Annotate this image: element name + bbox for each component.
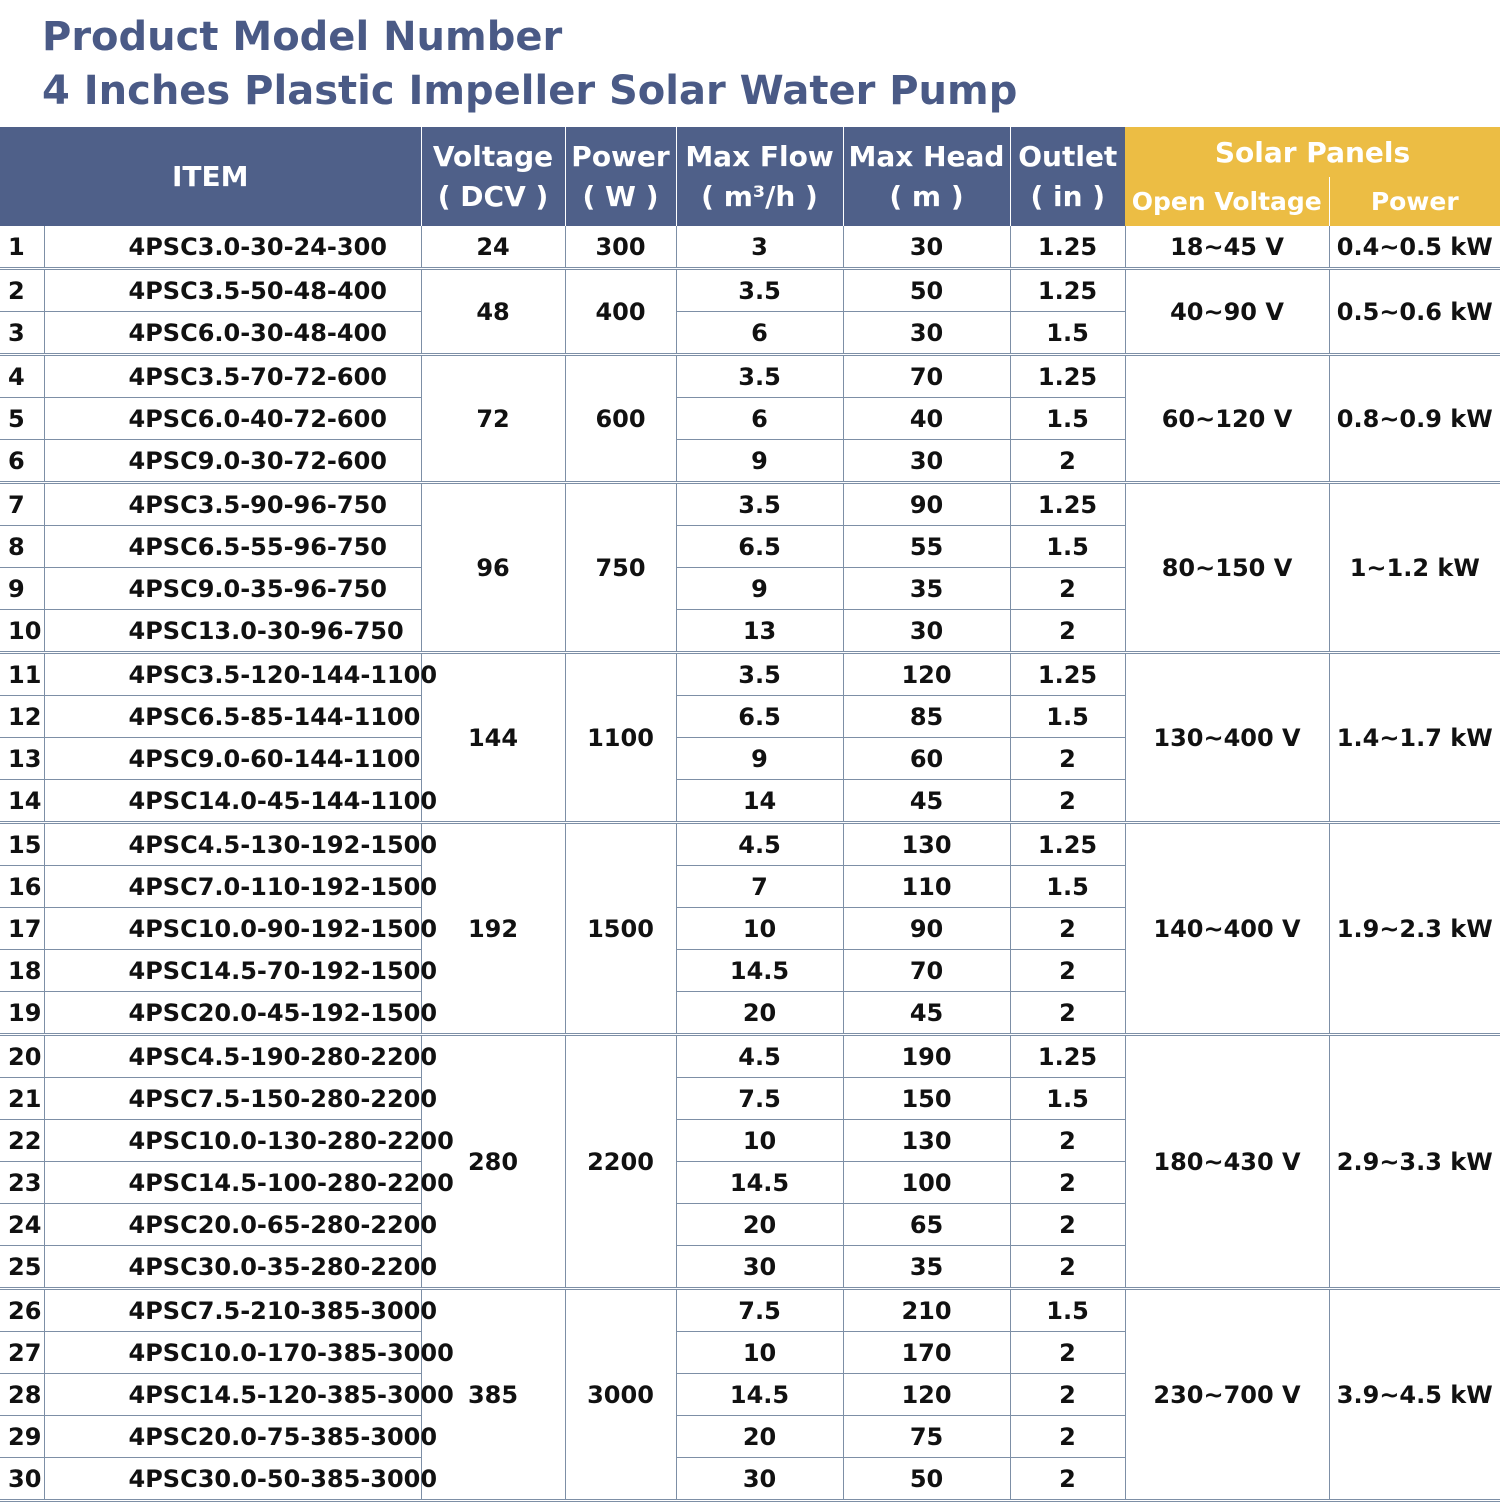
- header-voltage-unit: ( DCV ): [437, 179, 549, 213]
- table-header: [0, 127, 1500, 226]
- max-head-cell: 130: [843, 823, 1010, 866]
- row-number: 29: [0, 1416, 44, 1458]
- max-flow-cell: 7.5: [676, 1078, 843, 1120]
- max-head-cell: 55: [843, 526, 1010, 568]
- open-voltage-cell: 60~120 V: [1125, 355, 1329, 483]
- header-max-flow: [676, 127, 843, 226]
- table-row: [0, 226, 1500, 269]
- outlet-cell: 1.25: [1010, 483, 1125, 526]
- power-cell: 300: [565, 226, 676, 269]
- max-flow-cell: 20: [676, 1204, 843, 1246]
- spec-table: [0, 127, 1500, 1502]
- power-cell: 600: [565, 355, 676, 483]
- header-panel-power: Power: [1329, 177, 1500, 226]
- row-number: 10: [0, 610, 44, 653]
- row-number: 24: [0, 1204, 44, 1246]
- table-row: [0, 355, 1500, 398]
- header-open-voltage: Open Voltage: [1125, 177, 1329, 226]
- open-voltage-cell: 130~400 V: [1125, 653, 1329, 823]
- voltage-cell: 192: [421, 823, 565, 1035]
- row-number: 2: [0, 269, 44, 312]
- max-head-cell: 65: [843, 1204, 1010, 1246]
- outlet-cell: 1.5: [1010, 1289, 1125, 1332]
- outlet-cell: 2: [1010, 1458, 1125, 1501]
- model-number: 4PSC3.0-30-24-300: [44, 226, 421, 269]
- model-number: 4PSC4.5-190-280-2200: [44, 1035, 421, 1078]
- header-outlet: [1010, 127, 1125, 226]
- voltage-cell: 96: [421, 483, 565, 653]
- panel-power-cell: 1~1.2 kW: [1329, 483, 1500, 653]
- max-flow-cell: 7.5: [676, 1289, 843, 1332]
- header-power: [565, 127, 676, 226]
- model-number: 4PSC6.5-85-144-1100: [44, 696, 421, 738]
- row-number: 11: [0, 653, 44, 696]
- outlet-cell: 1.5: [1010, 398, 1125, 440]
- model-number: 4PSC3.5-50-48-400: [44, 269, 421, 312]
- max-head-cell: 85: [843, 696, 1010, 738]
- voltage-cell: 385: [421, 1289, 565, 1501]
- header-outlet-label: Outlet: [1018, 139, 1118, 173]
- panel-power-cell: 0.8~0.9 kW: [1329, 355, 1500, 483]
- power-cell: 400: [565, 269, 676, 355]
- max-head-cell: 210: [843, 1289, 1010, 1332]
- model-number: 4PSC6.0-30-48-400: [44, 312, 421, 355]
- model-number: 4PSC6.5-55-96-750: [44, 526, 421, 568]
- max-head-cell: 90: [843, 908, 1010, 950]
- max-head-cell: 90: [843, 483, 1010, 526]
- model-number: 4PSC14.5-120-385-3000: [44, 1374, 421, 1416]
- outlet-cell: 2: [1010, 1162, 1125, 1204]
- max-head-cell: 70: [843, 950, 1010, 992]
- table-row: [0, 653, 1500, 696]
- max-flow-cell: 14.5: [676, 950, 843, 992]
- power-cell: 1100: [565, 653, 676, 823]
- max-flow-cell: 10: [676, 1332, 843, 1374]
- outlet-cell: 2: [1010, 1246, 1125, 1289]
- row-number: 23: [0, 1162, 44, 1204]
- max-head-cell: 130: [843, 1120, 1010, 1162]
- outlet-cell: 1.25: [1010, 653, 1125, 696]
- row-number: 4: [0, 355, 44, 398]
- max-flow-cell: 30: [676, 1246, 843, 1289]
- row-number: 19: [0, 992, 44, 1035]
- max-flow-cell: 14.5: [676, 1374, 843, 1416]
- max-flow-cell: 7: [676, 866, 843, 908]
- title-block: [42, 10, 1017, 118]
- outlet-cell: 1.5: [1010, 526, 1125, 568]
- page-title: Product Model Number: [42, 14, 563, 60]
- outlet-cell: 2: [1010, 1204, 1125, 1246]
- row-number: 25: [0, 1246, 44, 1289]
- max-head-cell: 50: [843, 1458, 1010, 1501]
- model-number: 4PSC20.0-75-385-3000: [44, 1416, 421, 1458]
- row-number: 15: [0, 823, 44, 866]
- panel-power-cell: 1.9~2.3 kW: [1329, 823, 1500, 1035]
- row-number: 8: [0, 526, 44, 568]
- outlet-cell: 1.5: [1010, 1078, 1125, 1120]
- open-voltage-cell: 140~400 V: [1125, 823, 1329, 1035]
- power-cell: 1500: [565, 823, 676, 1035]
- outlet-cell: 1.25: [1010, 226, 1125, 269]
- max-flow-cell: 9: [676, 440, 843, 483]
- header-item-label: ITEM: [172, 159, 249, 193]
- max-head-cell: 100: [843, 1162, 1010, 1204]
- row-number: 6: [0, 440, 44, 483]
- max-flow-cell: 9: [676, 738, 843, 780]
- row-number: 21: [0, 1078, 44, 1120]
- max-head-cell: 110: [843, 866, 1010, 908]
- model-number: 4PSC9.0-60-144-1100: [44, 738, 421, 780]
- row-number: 26: [0, 1289, 44, 1332]
- max-flow-cell: 10: [676, 908, 843, 950]
- max-head-cell: 75: [843, 1416, 1010, 1458]
- table-row: [0, 1289, 1500, 1332]
- max-head-cell: 45: [843, 780, 1010, 823]
- voltage-cell: 48: [421, 269, 565, 355]
- outlet-cell: 1.5: [1010, 696, 1125, 738]
- model-number: 4PSC10.0-90-192-1500: [44, 908, 421, 950]
- max-head-cell: 70: [843, 355, 1010, 398]
- model-number: 4PSC14.5-70-192-1500: [44, 950, 421, 992]
- outlet-cell: 1.25: [1010, 355, 1125, 398]
- max-head-cell: 30: [843, 440, 1010, 483]
- max-flow-cell: 4.5: [676, 823, 843, 866]
- model-number: 4PSC4.5-130-192-1500: [44, 823, 421, 866]
- max-head-cell: 40: [843, 398, 1010, 440]
- model-number: 4PSC9.0-30-72-600: [44, 440, 421, 483]
- row-number: 13: [0, 738, 44, 780]
- header-max-flow-label: Max Flow: [685, 139, 834, 173]
- table-row: [0, 269, 1500, 312]
- row-number: 16: [0, 866, 44, 908]
- model-number: 4PSC30.0-35-280-2200: [44, 1246, 421, 1289]
- table-row: [0, 823, 1500, 866]
- row-number: 30: [0, 1458, 44, 1501]
- row-number: 14: [0, 780, 44, 823]
- max-flow-cell: 6.5: [676, 526, 843, 568]
- max-flow-cell: 6.5: [676, 696, 843, 738]
- model-number: 4PSC20.0-65-280-2200: [44, 1204, 421, 1246]
- row-number: 27: [0, 1332, 44, 1374]
- row-number: 17: [0, 908, 44, 950]
- outlet-cell: 2: [1010, 1332, 1125, 1374]
- max-flow-cell: 20: [676, 1416, 843, 1458]
- max-head-cell: 50: [843, 269, 1010, 312]
- max-flow-cell: 30: [676, 1458, 843, 1501]
- open-voltage-cell: 230~700 V: [1125, 1289, 1329, 1501]
- model-number: 4PSC3.5-70-72-600: [44, 355, 421, 398]
- model-number: 4PSC13.0-30-96-750: [44, 610, 421, 653]
- row-number: 9: [0, 568, 44, 610]
- voltage-cell: 280: [421, 1035, 565, 1289]
- outlet-cell: 2: [1010, 1120, 1125, 1162]
- max-flow-cell: 3.5: [676, 355, 843, 398]
- outlet-cell: 2: [1010, 992, 1125, 1035]
- row-number: 12: [0, 696, 44, 738]
- panel-power-cell: 0.5~0.6 kW: [1329, 269, 1500, 355]
- voltage-cell: 72: [421, 355, 565, 483]
- max-head-cell: 30: [843, 610, 1010, 653]
- max-flow-cell: 6: [676, 398, 843, 440]
- max-head-cell: 30: [843, 312, 1010, 355]
- model-number: 4PSC14.5-100-280-2200: [44, 1162, 421, 1204]
- row-number: 28: [0, 1374, 44, 1416]
- header-max-head: [843, 127, 1010, 226]
- row-number: 3: [0, 312, 44, 355]
- header-power-label: Power: [571, 139, 670, 173]
- voltage-cell: 144: [421, 653, 565, 823]
- max-flow-cell: 13: [676, 610, 843, 653]
- model-number: 4PSC7.0-110-192-1500: [44, 866, 421, 908]
- row-number: 20: [0, 1035, 44, 1078]
- outlet-cell: 2: [1010, 1416, 1125, 1458]
- voltage-cell: 24: [421, 226, 565, 269]
- header-outlet-unit: ( in ): [1030, 179, 1106, 213]
- power-cell: 2200: [565, 1035, 676, 1289]
- open-voltage-cell: 80~150 V: [1125, 483, 1329, 653]
- row-number: 7: [0, 483, 44, 526]
- open-voltage-cell: 18~45 V: [1125, 226, 1329, 269]
- open-voltage-cell: 180~430 V: [1125, 1035, 1329, 1289]
- outlet-cell: 2: [1010, 1374, 1125, 1416]
- header-solar-panels: Solar Panels: [1125, 127, 1500, 177]
- panel-power-cell: 1.4~1.7 kW: [1329, 653, 1500, 823]
- max-head-cell: 190: [843, 1035, 1010, 1078]
- power-cell: 3000: [565, 1289, 676, 1501]
- outlet-cell: 2: [1010, 568, 1125, 610]
- max-flow-cell: 10: [676, 1120, 843, 1162]
- model-number: 4PSC3.5-90-96-750: [44, 483, 421, 526]
- max-flow-cell: 14.5: [676, 1162, 843, 1204]
- max-flow-cell: 4.5: [676, 1035, 843, 1078]
- max-head-cell: 150: [843, 1078, 1010, 1120]
- outlet-cell: 2: [1010, 440, 1125, 483]
- model-number: 4PSC3.5-120-144-1100: [44, 653, 421, 696]
- max-head-cell: 60: [843, 738, 1010, 780]
- row-number: 22: [0, 1120, 44, 1162]
- max-head-cell: 120: [843, 1374, 1010, 1416]
- header-max-head-label: Max Head: [848, 139, 1005, 173]
- outlet-cell: 2: [1010, 780, 1125, 823]
- table-row: [0, 483, 1500, 526]
- table-body: [0, 226, 1500, 1501]
- max-head-cell: 120: [843, 653, 1010, 696]
- header-item: [0, 127, 421, 226]
- page-subtitle: 4 Inches Plastic Impeller Solar Water Pump: [42, 68, 1018, 114]
- panel-power-cell: 0.4~0.5 kW: [1329, 226, 1500, 269]
- model-number: 4PSC30.0-50-385-3000: [44, 1458, 421, 1501]
- max-flow-cell: 14: [676, 780, 843, 823]
- open-voltage-cell: 40~90 V: [1125, 269, 1329, 355]
- model-number: 4PSC20.0-45-192-1500: [44, 992, 421, 1035]
- max-flow-cell: 3.5: [676, 269, 843, 312]
- power-cell: 750: [565, 483, 676, 653]
- table-row: [0, 1035, 1500, 1078]
- outlet-cell: 1.25: [1010, 269, 1125, 312]
- row-number: 1: [0, 226, 44, 269]
- model-number: 4PSC6.0-40-72-600: [44, 398, 421, 440]
- row-number: 18: [0, 950, 44, 992]
- outlet-cell: 2: [1010, 610, 1125, 653]
- header-voltage-label: Voltage: [432, 139, 554, 173]
- max-head-cell: 30: [843, 226, 1010, 269]
- max-flow-cell: 3: [676, 226, 843, 269]
- model-number: 4PSC9.0-35-96-750: [44, 568, 421, 610]
- outlet-cell: 2: [1010, 908, 1125, 950]
- outlet-cell: 1.5: [1010, 312, 1125, 355]
- max-flow-cell: 6: [676, 312, 843, 355]
- panel-power-cell: 2.9~3.3 kW: [1329, 1035, 1500, 1289]
- outlet-cell: 2: [1010, 950, 1125, 992]
- max-head-cell: 45: [843, 992, 1010, 1035]
- max-head-cell: 35: [843, 568, 1010, 610]
- model-number: 4PSC7.5-210-385-3000: [44, 1289, 421, 1332]
- max-flow-cell: 20: [676, 992, 843, 1035]
- model-number: 4PSC7.5-150-280-2200: [44, 1078, 421, 1120]
- outlet-cell: 1.5: [1010, 866, 1125, 908]
- model-number: 4PSC10.0-130-280-2200: [44, 1120, 421, 1162]
- max-flow-cell: 3.5: [676, 483, 843, 526]
- header-power-unit: ( W ): [582, 179, 659, 213]
- panel-power-cell: 3.9~4.5 kW: [1329, 1289, 1500, 1501]
- outlet-cell: 1.25: [1010, 823, 1125, 866]
- max-head-cell: 170: [843, 1332, 1010, 1374]
- outlet-cell: 2: [1010, 738, 1125, 780]
- max-flow-cell: 9: [676, 568, 843, 610]
- max-head-cell: 35: [843, 1246, 1010, 1289]
- model-number: 4PSC10.0-170-385-3000: [44, 1332, 421, 1374]
- max-flow-cell: 3.5: [676, 653, 843, 696]
- model-number: 4PSC14.0-45-144-1100: [44, 780, 421, 823]
- row-number: 5: [0, 398, 44, 440]
- header-max-flow-unit: ( m³/h ): [701, 179, 818, 213]
- outlet-cell: 1.25: [1010, 1035, 1125, 1078]
- header-voltage: [421, 127, 565, 226]
- header-max-head-unit: ( m ): [889, 179, 964, 213]
